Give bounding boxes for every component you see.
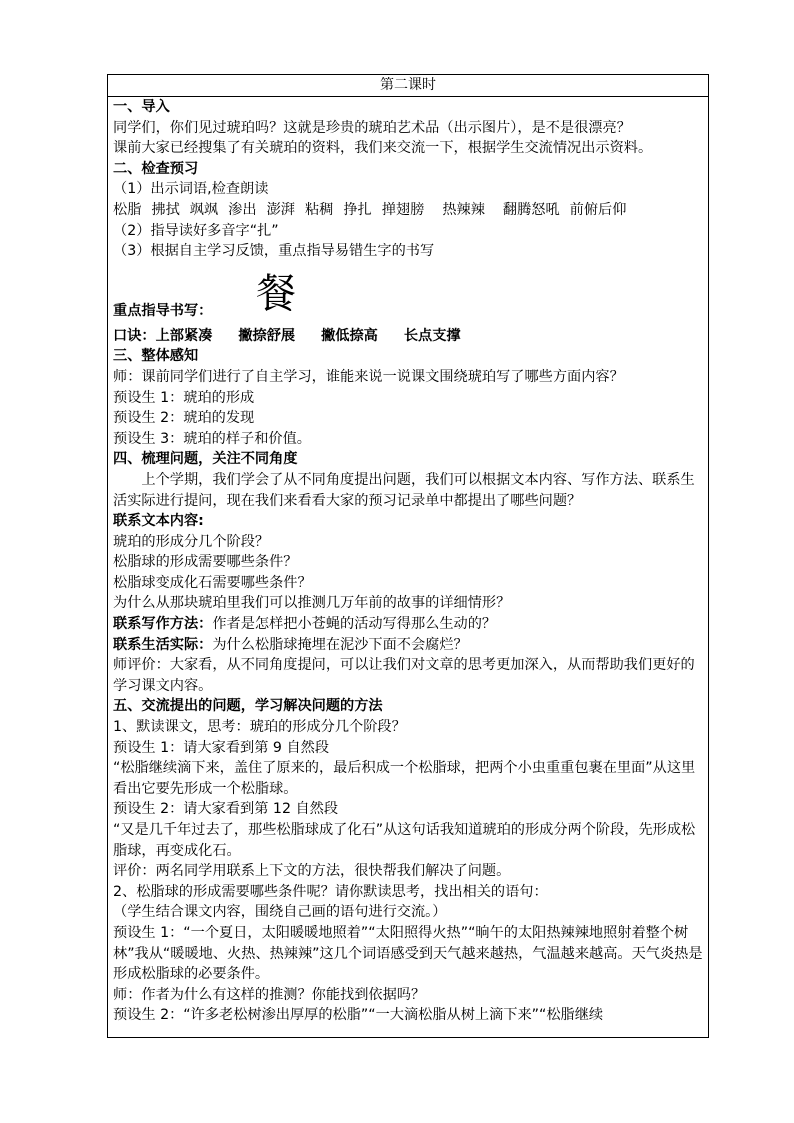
question-item: 松脂球的形成需要哪些条件？: [113, 554, 298, 571]
section-overview-heading: 三、整体感知: [113, 348, 199, 365]
student-answer: 预设生 2：“许多老松树渗出厚厚的松脂”“一大滴松脂从树上滴下来”“松脂继续: [113, 1007, 604, 1024]
overview-line: 师：课前同学们进行了自主学习，谁能来说一说课文围绕琥珀写了哪些方面内容？: [113, 368, 624, 385]
student-answer: 预设生 2：请大家看到第 12 自然段: [113, 801, 339, 818]
preview-item: （1）出示词语,检查朗读: [113, 181, 269, 198]
student-answer-paragraph: 预设生 1：“一个夏日，太阳暖暖地照着”“太阳照得火热”“晌午的太阳热辣辣地照射着整个树林”我从“暖暖地、火热、热辣辣”这几个词语感受到天气越来越热，气温越来越高。天气炎热是形成松脂球的必要条件。: [113, 924, 703, 983]
preview-item: （3）根据自主学习反馈，重点指导易错生字的书写: [113, 243, 435, 260]
vocab-word: 渗出: [228, 201, 257, 218]
discussion-note: （学生结合课文内容，围绕自己画的语句进行交流。）: [113, 904, 447, 921]
vocabulary-list: [113, 200, 704, 221]
vocab-word: 粘稠: [304, 201, 334, 218]
section-discussion-heading: 五、交流提出的问题，学习解决问题的方法: [113, 698, 383, 715]
focus-writing-label: 重点指导书写：: [113, 303, 213, 320]
intro-line: 课前大家已经搜集了有关琥珀的资料，我们来交流一下，根据学生交流情况出示资料。: [113, 140, 653, 157]
discussion-question: 2、松脂球的形成需要哪些条件呢？请你默读思考，找出相关的语句：: [113, 883, 548, 900]
teacher-comment: 师评价：大家看，从不同角度提问，可以让我们对文章的思考更加深入，从而帮助我们更好的学习课文内容。: [113, 657, 695, 694]
teacher-question: 师：作者为什么有这样的推测？你能找到依据吗？: [113, 986, 426, 1003]
section-preview-heading: 二、检查预习: [113, 160, 199, 177]
vocab-word: 飒飒: [189, 201, 219, 218]
life-practice-line: [113, 635, 704, 656]
focus-writing-row: [113, 262, 704, 326]
mnemonic-phrase: 撇捺舒展: [238, 327, 296, 344]
evaluation: 评价：两名同学用联系上下文的方法，很快帮我们解决了问题。: [113, 863, 511, 880]
overview-line: 预设生 1：琥珀的形成: [113, 389, 255, 406]
vocab-word: 挣扎: [343, 201, 372, 218]
vocab-word: 翻腾怒吼: [502, 201, 560, 218]
mnemonic-phrase: 撇低捺高: [321, 327, 378, 344]
quote-paragraph: “又是几千年过去了，那些松脂球成了化石”从这句话我知道琥珀的形成分两个阶段，先形成松脂球，再变成化石。: [113, 822, 696, 859]
writing-method-question: 作者是怎样把小苍蝇的活动写得那么生动的？: [212, 616, 497, 633]
question-item: 琥珀的形成分几个阶段？: [113, 533, 270, 550]
lesson-table: [107, 74, 709, 1038]
vocab-word: 掸翅膀: [381, 201, 425, 218]
life-practice-question: 为什么松脂球掩埋在泥沙下面不会腐烂？: [212, 636, 468, 653]
vocab-word: 热辣辣: [442, 201, 485, 218]
student-answer: 预设生 1：请大家看到第 9 自然段: [113, 739, 330, 756]
lesson-title: 第二课时: [108, 75, 708, 97]
preview-item: （2）指导读好多音字“扎”: [113, 222, 279, 239]
vocab-word: 澎湃: [266, 201, 295, 218]
overview-line: 预设生 3：琥珀的样子和价值。: [113, 430, 311, 447]
text-content-label: 联系文本内容:: [113, 513, 204, 530]
intro-line: 同学们，你们见过琥珀吗？这就是珍贵的琥珀艺术品（出示图片），是不是很漂亮？: [113, 119, 631, 136]
question-item: 为什么从那块琥珀里我们可以推测几万年前的故事的详细情形？: [113, 595, 511, 612]
mnemonic-phrase: 长点支撑: [403, 327, 461, 344]
vocab-word: 松脂: [113, 201, 142, 218]
overview-line: 预设生 2：琥珀的发现: [113, 410, 255, 427]
vocab-word: 拂拭: [151, 201, 180, 218]
discussion-question: 1、默读课文，思考：琥珀的形成分几个阶段？: [113, 719, 406, 736]
lesson-content: [108, 97, 708, 1026]
quote-paragraph: “松脂继续滴下来，盖住了原来的，最后积成一个松脂球，把两个小虫重重包裹在里面”从这里看出它要先形成一个松脂球。: [113, 760, 696, 797]
writing-mnemonic: [113, 326, 704, 347]
writing-method-label: 联系写作方法：: [113, 616, 213, 633]
question-item: 松脂球变成化石需要哪些条件？: [113, 574, 312, 591]
mnemonic-phrase: 口诀：上部紧凑: [113, 327, 213, 344]
vocab-word: 前俯后仰: [569, 201, 627, 218]
focus-character-image: 餐: [256, 271, 296, 318]
section-questions-heading: 四、梳理问题，关注不同角度: [113, 451, 298, 468]
section-intro-heading: 一、导入: [113, 99, 170, 115]
questions-paragraph: 上个学期，我们学会了从不同角度提出问题，我们可以根据文本内容、写作方法、联系生活实际进行提问，现在我们来看看大家的预习记录单中都提出了哪些问题？: [113, 471, 695, 509]
life-practice-label: 联系生活实际：: [113, 636, 213, 653]
writing-method-line: [113, 614, 704, 635]
